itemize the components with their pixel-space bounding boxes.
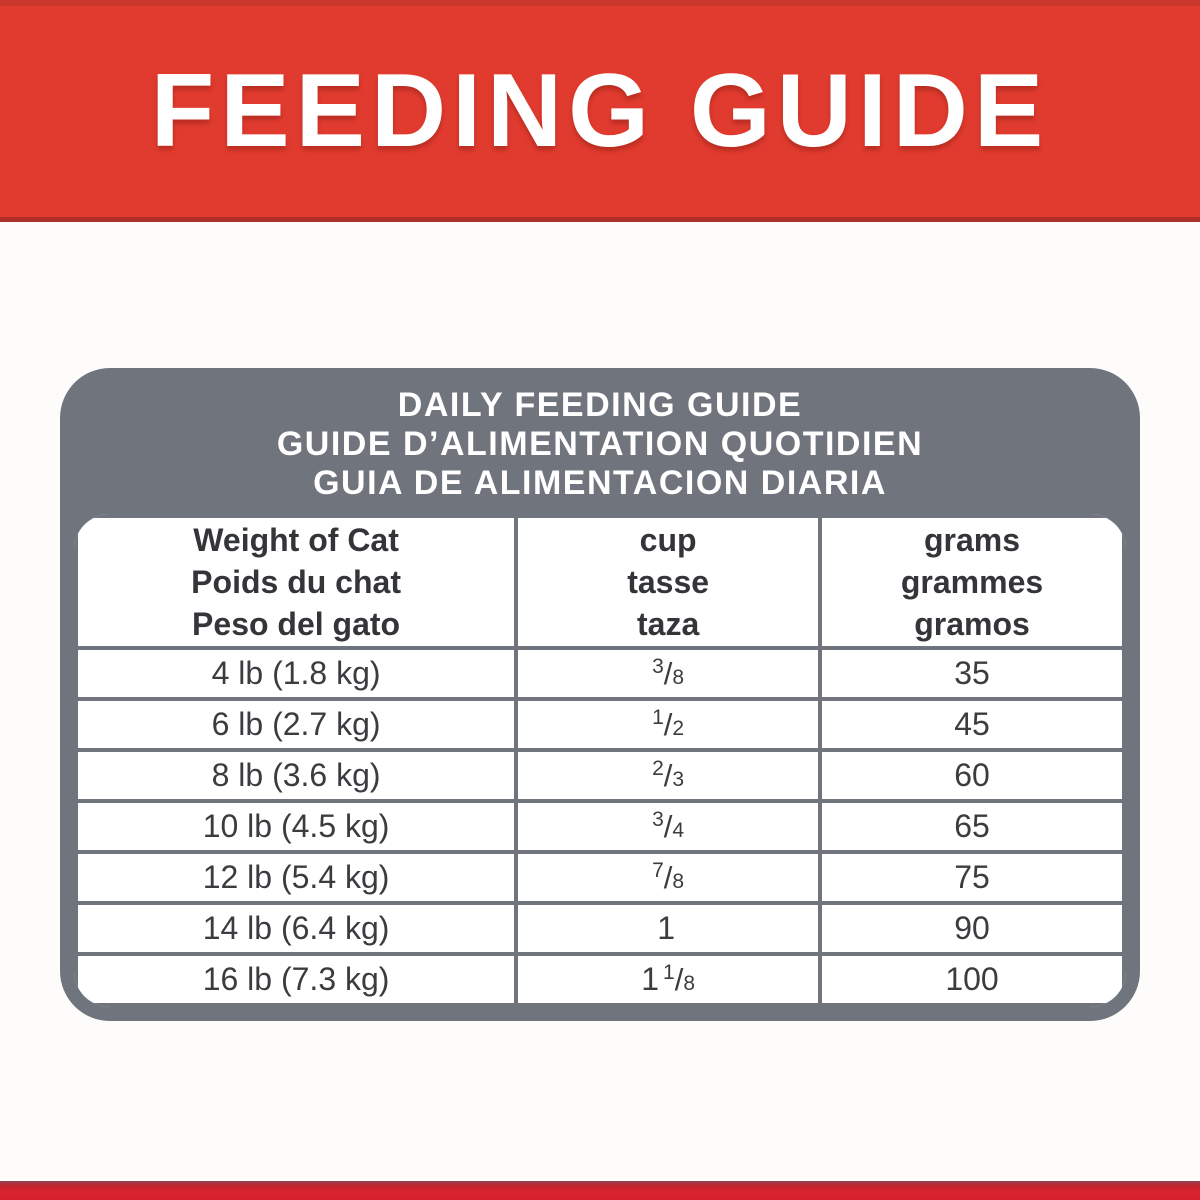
table-title bbox=[74, 378, 1126, 514]
cup-cell: $^3$/4 bbox=[516, 801, 820, 852]
column-header-weight-en: Weight of Cat bbox=[193, 522, 399, 558]
table-row bbox=[76, 750, 1124, 801]
column-header-grams-es: gramos bbox=[914, 606, 1030, 642]
grams-cell: 35 bbox=[820, 648, 1124, 699]
bottom-red-strip bbox=[0, 1181, 1200, 1200]
column-header-cup bbox=[516, 516, 820, 648]
grams-cell: 100 bbox=[820, 954, 1124, 1005]
weight-cell: 8 lb (3.6 kg) bbox=[76, 750, 516, 801]
cup-cell: $^1$/2 bbox=[516, 699, 820, 750]
banner-title: FEEDING GUIDE bbox=[150, 53, 1050, 169]
weight-cell: 16 lb (7.3 kg) bbox=[76, 954, 516, 1005]
column-header-cup-es: taza bbox=[636, 606, 700, 642]
weight-cell: 14 lb (6.4 kg) bbox=[76, 903, 516, 954]
cup-cell: $^2$/3 bbox=[516, 750, 820, 801]
table-row bbox=[76, 648, 1124, 699]
feeding-guide-banner bbox=[0, 0, 1200, 222]
grams-cell: 45 bbox=[820, 699, 1124, 750]
table-title-line-spanish: GUIA DE ALIMENTACION DIARIA bbox=[313, 464, 887, 502]
column-header-weight bbox=[76, 516, 516, 648]
table-title-line-french: GUIDE D’ALIMENTATION QUOTIDIEN bbox=[276, 425, 924, 463]
column-header-grams bbox=[820, 516, 1124, 648]
daily-feeding-guide-card bbox=[60, 368, 1140, 1021]
feeding-table-body bbox=[74, 514, 1126, 1007]
cup-cell: 1 bbox=[516, 903, 820, 954]
column-header-weight-fr: Poids du chat bbox=[191, 564, 401, 600]
table-row bbox=[76, 903, 1124, 954]
column-header-grams-fr: grammes bbox=[900, 564, 1044, 600]
table-row bbox=[76, 801, 1124, 852]
table-row bbox=[76, 852, 1124, 903]
grams-cell: 75 bbox=[820, 852, 1124, 903]
column-header-cup-fr: tasse bbox=[627, 564, 710, 600]
table-header-row bbox=[76, 516, 1124, 648]
column-header-cup-en: cup bbox=[639, 522, 697, 558]
cup-cell: $^3$/8 bbox=[516, 648, 820, 699]
grams-cell: 65 bbox=[820, 801, 1124, 852]
feeding-table-rows bbox=[76, 648, 1124, 1005]
table-row bbox=[76, 954, 1124, 1005]
weight-cell: 4 lb (1.8 kg) bbox=[76, 648, 516, 699]
feeding-table bbox=[74, 514, 1126, 1007]
grams-cell: 90 bbox=[820, 903, 1124, 954]
grams-cell: 60 bbox=[820, 750, 1124, 801]
weight-cell: 12 lb (5.4 kg) bbox=[76, 852, 516, 903]
weight-cell: 6 lb (2.7 kg) bbox=[76, 699, 516, 750]
table-title-line-english: DAILY FEEDING GUIDE bbox=[397, 386, 803, 424]
column-header-grams-en: grams bbox=[924, 522, 1021, 558]
column-header-weight-es: Peso del gato bbox=[192, 606, 401, 642]
table-row bbox=[76, 699, 1124, 750]
cup-cell: $^7$/8 bbox=[516, 852, 820, 903]
weight-cell: 10 lb (4.5 kg) bbox=[76, 801, 516, 852]
cup-cell: 1 $^1$/8 bbox=[516, 954, 820, 1005]
